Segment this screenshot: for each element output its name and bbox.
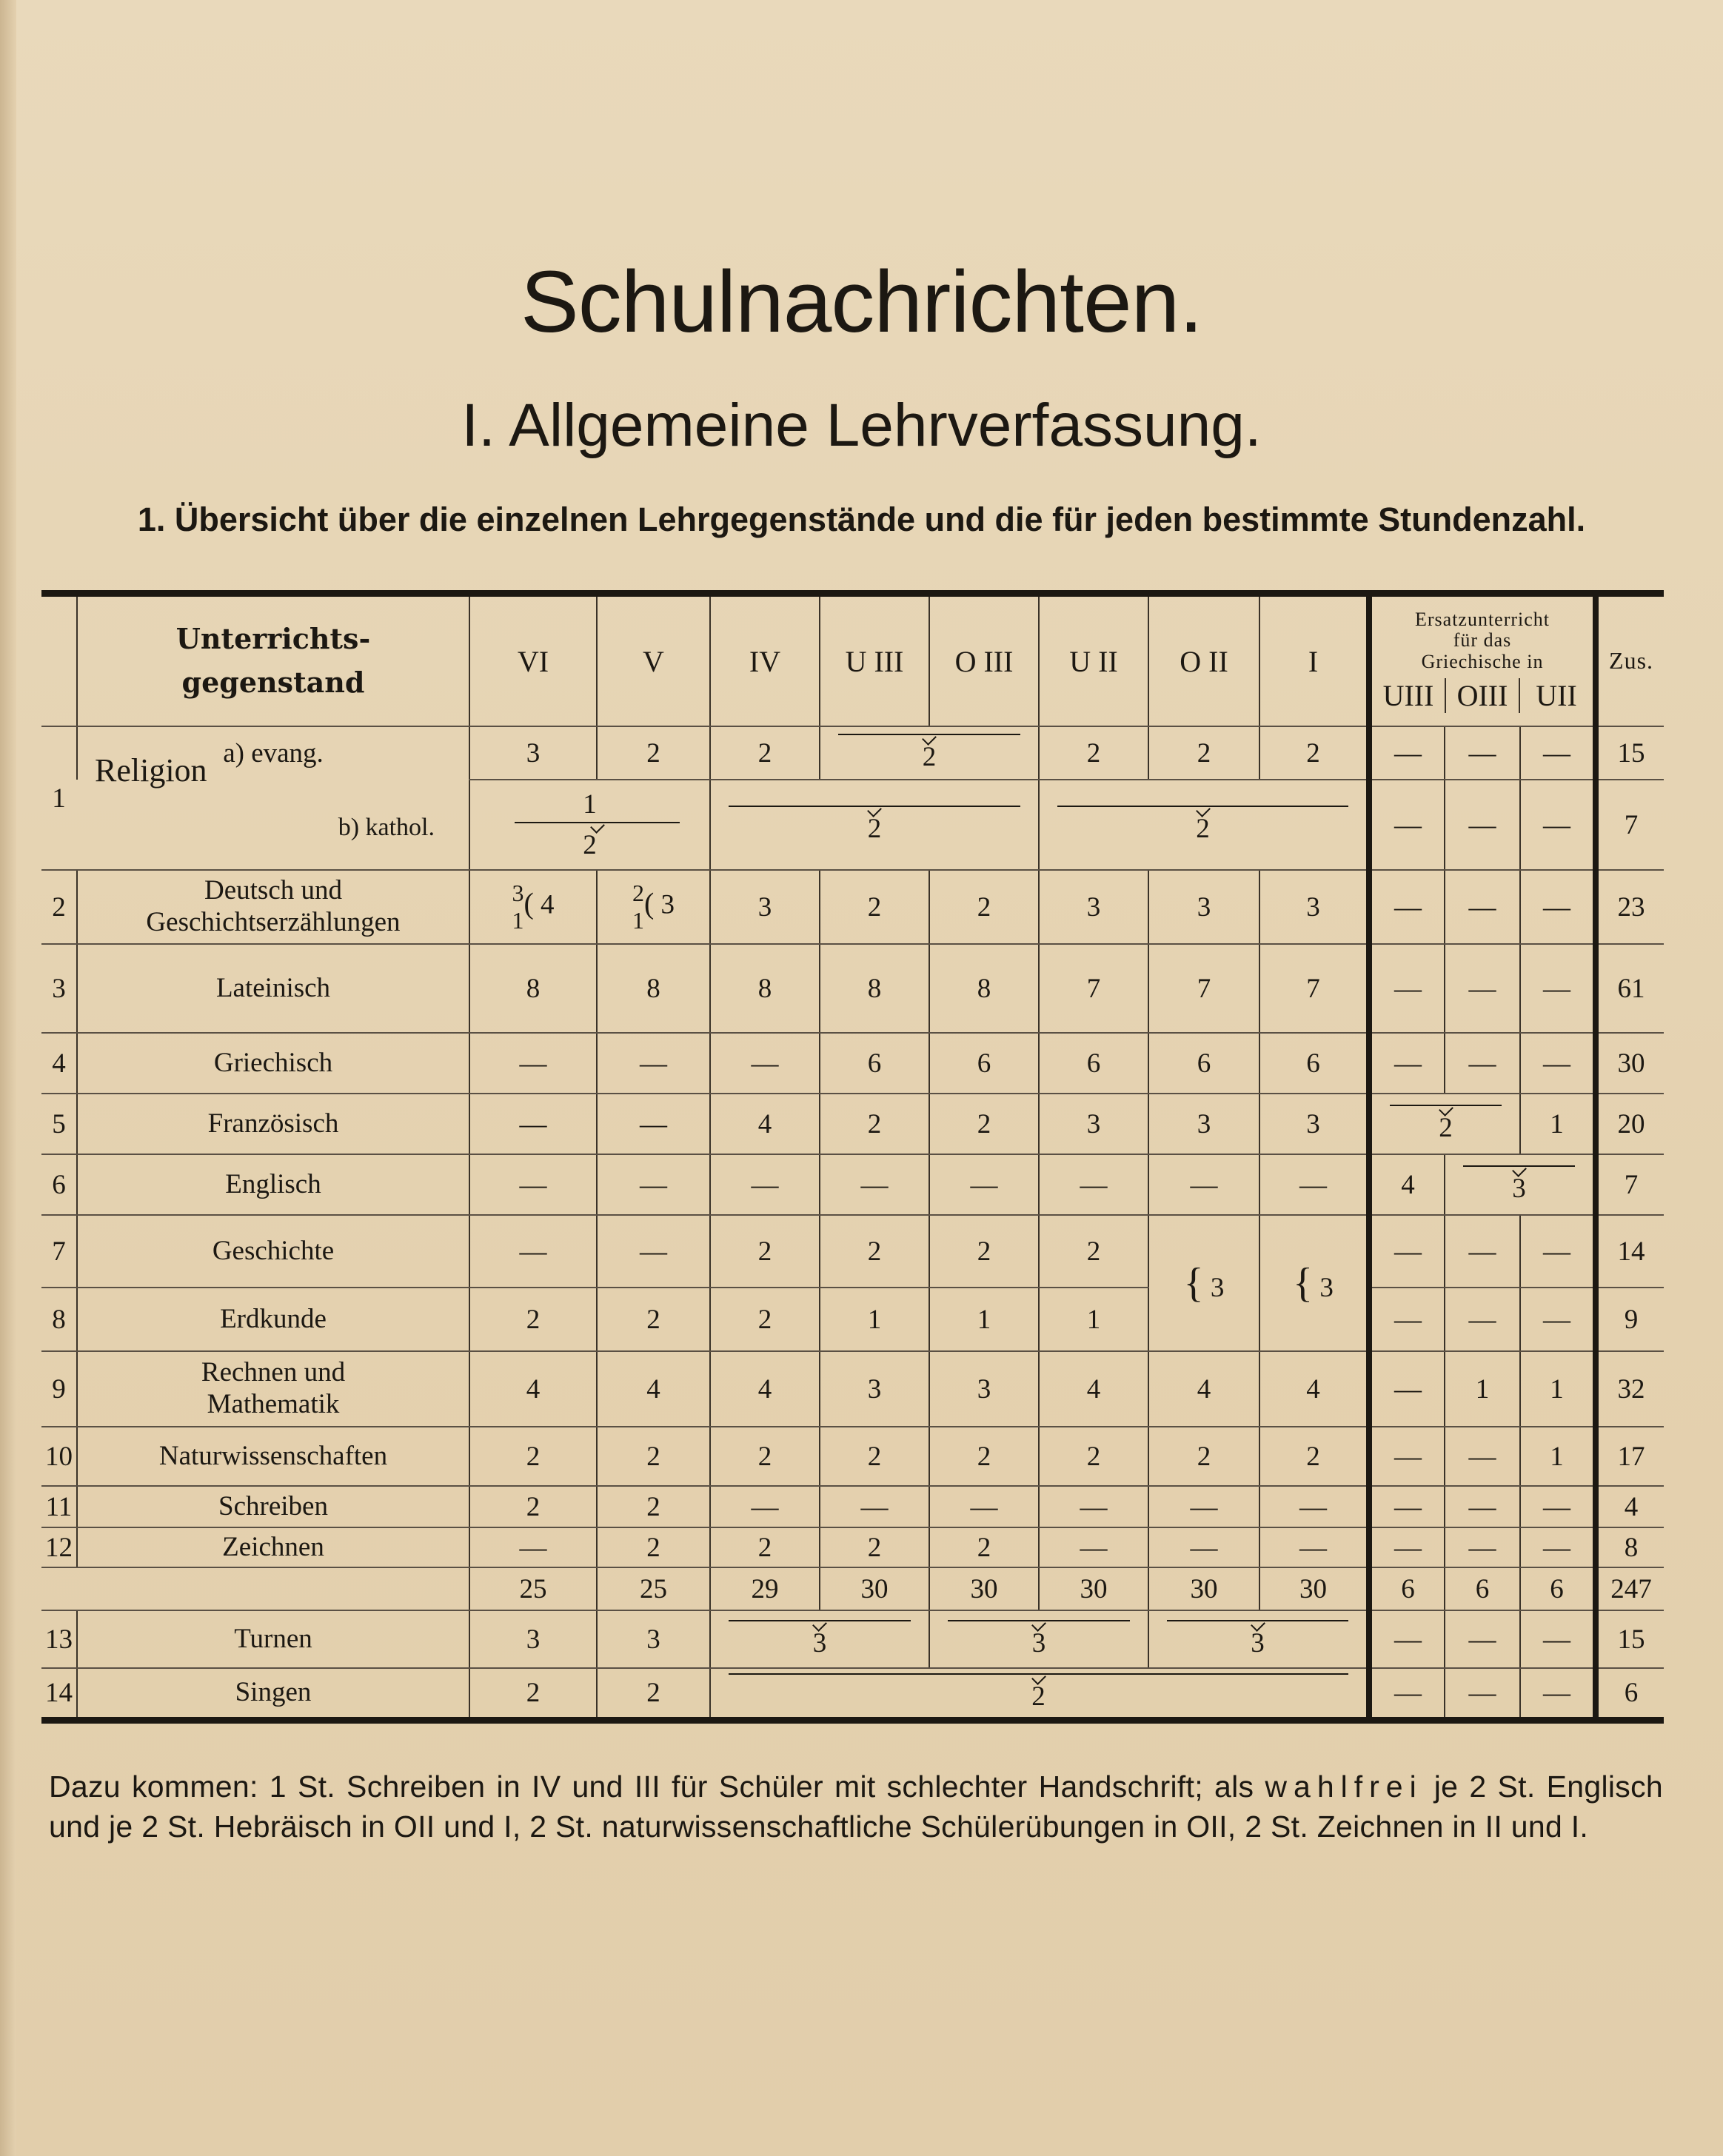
cell: 1 <box>1039 1288 1148 1351</box>
cell-sum: 25 <box>469 1567 597 1610</box>
cell: — <box>1369 780 1445 870</box>
header-ersatz-oiii: OIII <box>1445 678 1519 713</box>
cell: — <box>1520 1215 1596 1288</box>
cell: — <box>820 1154 929 1215</box>
cell-sum-total: 247 <box>1596 1567 1664 1610</box>
cell: 8 <box>469 944 597 1033</box>
cell-total: 6 <box>1596 1668 1664 1720</box>
cell: 3 <box>929 1351 1039 1427</box>
cell: 2 <box>469 1288 597 1351</box>
row-number: 8 <box>41 1288 77 1351</box>
header-class-uii: U II <box>1039 594 1148 727</box>
header-ersatz: Ersatzunterricht für das Griechische in UIII OIII UII <box>1369 594 1596 727</box>
cell: 3 <box>1259 1094 1369 1154</box>
cell: — <box>1520 1527 1596 1567</box>
cell-split: 3 1 ( 4 <box>469 870 597 944</box>
cell: 2 <box>929 870 1039 944</box>
cell-total: 8 <box>1596 1527 1664 1567</box>
brace-icon: { <box>1293 1260 1314 1306</box>
cell: 3 <box>710 870 820 944</box>
subject-naturwissenschaften: Naturwissenschaften <box>77 1427 469 1486</box>
cell: 2 <box>710 726 820 780</box>
cell-joint: 2 <box>1369 1094 1520 1154</box>
cell: — <box>820 1486 929 1527</box>
table-row <box>41 1351 1664 1427</box>
cell: — <box>710 1486 820 1527</box>
table-row <box>41 870 1664 944</box>
cell-sum: 30 <box>1259 1567 1369 1610</box>
cell: 2 <box>1039 1215 1148 1288</box>
cell: — <box>929 1486 1039 1527</box>
cell: 4 <box>1039 1351 1148 1427</box>
cell: — <box>710 1154 820 1215</box>
cell-total: 7 <box>1596 1154 1664 1215</box>
cell: 6 <box>1148 1033 1259 1094</box>
subject-turnen: Turnen <box>77 1610 469 1668</box>
cell: — <box>1369 1288 1445 1351</box>
sum-label <box>41 1567 469 1610</box>
cell: 4 <box>1369 1154 1445 1215</box>
cell: 2 <box>597 1427 710 1486</box>
cell-total: 17 <box>1596 1427 1664 1486</box>
cell: 6 <box>1039 1033 1148 1094</box>
cell: — <box>597 1094 710 1154</box>
cell: 2 <box>597 726 710 780</box>
cell: — <box>1148 1154 1259 1215</box>
cell: — <box>1039 1486 1148 1527</box>
header-subject: Unterrichts- gegenstand <box>77 594 469 727</box>
cell-total: 9 <box>1596 1288 1664 1351</box>
brace-icon <box>1463 1165 1575 1173</box>
cell-joint-oii: { 3 <box>1148 1215 1259 1351</box>
cell: 4 <box>597 1351 710 1427</box>
cell: — <box>1520 780 1596 870</box>
cell: — <box>1445 780 1520 870</box>
brace-icon <box>1167 1620 1348 1627</box>
row-number: 13 <box>41 1610 77 1668</box>
cell: — <box>1259 1154 1369 1215</box>
cell-joint: 2 <box>820 726 1039 780</box>
table-row <box>41 1527 1664 1567</box>
cell: — <box>1369 1486 1445 1527</box>
cell: — <box>1369 1033 1445 1094</box>
header-nr <box>41 594 77 727</box>
brace-icon <box>838 734 1020 741</box>
cell: 6 <box>820 1033 929 1094</box>
cell-joint: 3 <box>1445 1154 1596 1215</box>
cell-total: 7 <box>1596 780 1664 870</box>
cell: — <box>1445 1215 1520 1288</box>
cell: 2 <box>1039 726 1148 780</box>
table-row <box>41 1094 1664 1154</box>
header-row <box>41 594 1664 727</box>
row-number: 14 <box>41 1668 77 1720</box>
cell-joint: 2 <box>710 1668 1369 1720</box>
cell: — <box>710 1033 820 1094</box>
cell: 2 <box>597 1668 710 1720</box>
cell: — <box>1369 870 1445 944</box>
row-number: 7 <box>41 1215 77 1288</box>
header-ersatz-uii: UII <box>1519 678 1593 713</box>
table-row <box>41 1486 1664 1527</box>
cell: 3 <box>597 1610 710 1668</box>
cell: 6 <box>929 1033 1039 1094</box>
row-number: 6 <box>41 1154 77 1215</box>
cell: 4 <box>710 1351 820 1427</box>
page-title: Schulnachrichten. <box>520 253 1202 351</box>
cell: 2 <box>820 870 929 944</box>
lehrverfassung-table <box>41 590 1664 1724</box>
row-number: 1 <box>41 726 77 870</box>
cell: 3 <box>1039 1094 1148 1154</box>
header-total: Zus. <box>1596 594 1664 727</box>
brace-icon <box>729 806 1020 813</box>
table-row <box>41 1668 1664 1720</box>
cell-sum: 6 <box>1520 1567 1596 1610</box>
table-row <box>41 1154 1664 1215</box>
cell: — <box>1445 1486 1520 1527</box>
subject-singen: Singen <box>77 1668 469 1720</box>
cell: — <box>469 1527 597 1567</box>
cell: 8 <box>929 944 1039 1033</box>
cell-sum: 6 <box>1369 1567 1445 1610</box>
cell: 4 <box>1148 1351 1259 1427</box>
cell-total: 23 <box>1596 870 1664 944</box>
cell: — <box>469 1094 597 1154</box>
cell: — <box>1445 1427 1520 1486</box>
cell: — <box>597 1033 710 1094</box>
cell: 2 <box>929 1094 1039 1154</box>
cell: — <box>1520 944 1596 1033</box>
cell: — <box>597 1215 710 1288</box>
row-number: 11 <box>41 1486 77 1527</box>
brace-icon <box>729 1620 911 1627</box>
cell: — <box>1369 1610 1445 1668</box>
cell: 2 <box>1039 1427 1148 1486</box>
subject-lateinisch: Lateinisch <box>77 944 469 1033</box>
cell: — <box>1520 1033 1596 1094</box>
cell: — <box>1520 870 1596 944</box>
cell-split: 2 1 ( 3 <box>597 870 710 944</box>
cell: 2 <box>1148 1427 1259 1486</box>
sum-row <box>41 1567 1664 1610</box>
cell-total: 61 <box>1596 944 1664 1033</box>
cell: 4 <box>710 1094 820 1154</box>
cell: — <box>1445 1610 1520 1668</box>
cell: 2 <box>469 1486 597 1527</box>
cell: — <box>1148 1527 1259 1567</box>
cell: — <box>1259 1527 1369 1567</box>
cell: — <box>469 1215 597 1288</box>
cell: 1 <box>1520 1427 1596 1486</box>
subject-erdkunde: Erdkunde <box>77 1288 469 1351</box>
cell: — <box>1369 1351 1445 1427</box>
cell: 2 <box>469 1668 597 1720</box>
header-class-oiii: O III <box>929 594 1039 727</box>
cell: — <box>1445 944 1520 1033</box>
cell: 2 <box>469 1427 597 1486</box>
cell-total: 32 <box>1596 1351 1664 1427</box>
cell: — <box>1369 726 1445 780</box>
cell: 2 <box>1148 726 1259 780</box>
table-row <box>41 944 1664 1033</box>
subject-geschichte: Geschichte <box>77 1215 469 1288</box>
cell: 2 <box>929 1427 1039 1486</box>
row-number: 5 <box>41 1094 77 1154</box>
cell: — <box>1039 1154 1148 1215</box>
religion-sub-evang: a) evang. <box>77 726 469 780</box>
cell-sum: 30 <box>929 1567 1039 1610</box>
subject-religion: Religion <box>95 752 207 789</box>
cell: — <box>1445 1527 1520 1567</box>
cell: 1 <box>929 1288 1039 1351</box>
cell-total: 14 <box>1596 1215 1664 1288</box>
table-row <box>41 780 1664 870</box>
cell: 6 <box>1259 1033 1369 1094</box>
cell: 2 <box>1259 1427 1369 1486</box>
cell: 2 <box>820 1215 929 1288</box>
cell-total: 15 <box>1596 1610 1664 1668</box>
cell: — <box>1445 1288 1520 1351</box>
cell: 4 <box>469 1351 597 1427</box>
cell: 7 <box>1039 944 1148 1033</box>
header-class-vi: VI <box>469 594 597 727</box>
cell-joint: 2 <box>710 780 1039 870</box>
row-number: 4 <box>41 1033 77 1094</box>
cell: 2 <box>1259 726 1369 780</box>
cell: — <box>1445 870 1520 944</box>
cell-joint: 1 2 <box>469 780 710 870</box>
cell: 1 <box>1520 1351 1596 1427</box>
row-number: 2 <box>41 870 77 944</box>
brace-icon <box>729 1673 1348 1681</box>
cell: — <box>1520 1486 1596 1527</box>
cell-total: 4 <box>1596 1486 1664 1527</box>
cell: 2 <box>820 1094 929 1154</box>
cell-joint: 2 <box>1039 780 1369 870</box>
cell: 2 <box>597 1288 710 1351</box>
subject-franzoesisch: Französisch <box>77 1094 469 1154</box>
footnote: Dazu kommen: 1 St. Schreiben in IV und III für Schüler mit schlechter Handschrift; als wahlfrei je 2 St. Englisch und je 2 St. Hebräisch in OII und I, 2 St. naturwissenschaftliche Schülerübungen in OII, 2 St. Zeichnen in II und I. <box>49 1770 1664 1844</box>
cell: 1 <box>820 1288 929 1351</box>
row-number: 3 <box>41 944 77 1033</box>
cell: — <box>469 1033 597 1094</box>
cell-sum: 30 <box>1039 1567 1148 1610</box>
cell: — <box>1445 1668 1520 1720</box>
cell: — <box>597 1154 710 1215</box>
cell-joint: 3 <box>1148 1610 1369 1668</box>
section-title: 1. Übersicht über die einzelnen Lehrgegenstände und die für jeden bestimmte Stundenzahl. <box>137 500 1586 538</box>
cell: 2 <box>710 1427 820 1486</box>
table-row <box>41 1427 1664 1486</box>
cell: 1 <box>1520 1094 1596 1154</box>
brace-icon: { <box>1183 1260 1204 1306</box>
row-number: 10 <box>41 1427 77 1486</box>
brace-icon <box>515 822 680 829</box>
cell: 1 <box>1445 1351 1520 1427</box>
cell: — <box>1445 726 1520 780</box>
table-row <box>41 1033 1664 1094</box>
subject-griechisch: Griechisch <box>77 1033 469 1094</box>
subject-schreiben: Schreiben <box>77 1486 469 1527</box>
cell: — <box>1369 1527 1445 1567</box>
cell: — <box>1039 1527 1148 1567</box>
cell: 3 <box>820 1351 929 1427</box>
brace-icon <box>1057 806 1348 813</box>
table-row <box>41 1215 1664 1288</box>
cell: 3 <box>1148 870 1259 944</box>
cell-joint: 3 <box>929 1610 1148 1668</box>
cell-sum: 29 <box>710 1567 820 1610</box>
header-class-v: V <box>597 594 710 727</box>
subject-zeichnen: Zeichnen <box>77 1527 469 1567</box>
cell: — <box>1259 1486 1369 1527</box>
cell: 7 <box>1259 944 1369 1033</box>
cell: 2 <box>710 1527 820 1567</box>
subject-englisch: Englisch <box>77 1154 469 1215</box>
cell: — <box>1148 1486 1259 1527</box>
cell: 8 <box>710 944 820 1033</box>
cell: — <box>1369 944 1445 1033</box>
cell: 4 <box>1259 1351 1369 1427</box>
row-number: 12 <box>41 1527 77 1567</box>
header-ersatz-uiii: UIII <box>1382 679 1434 713</box>
cell: 8 <box>820 944 929 1033</box>
cell: — <box>1445 1033 1520 1094</box>
table-row <box>41 1610 1664 1668</box>
cell: 2 <box>710 1215 820 1288</box>
footnote-wahlfrei: wahlfrei <box>1265 1770 1423 1804</box>
cell-joint-i: { 3 <box>1259 1215 1369 1351</box>
cell: 3 <box>469 726 597 780</box>
page-subtitle: I. Allgemeine Lehrverfassung. <box>461 392 1262 459</box>
cell: — <box>469 1154 597 1215</box>
cell: 3 <box>1148 1094 1259 1154</box>
header-class-uiii: U III <box>820 594 929 727</box>
cell: 2 <box>929 1215 1039 1288</box>
subject-rechnen: Rechnen und Mathematik <box>77 1351 469 1427</box>
subject-deutsch: Deutsch und Geschichtserzählungen <box>77 870 469 944</box>
cell: — <box>1520 1668 1596 1720</box>
header-class-oii: O II <box>1148 594 1259 727</box>
cell: — <box>1520 1288 1596 1351</box>
cell: — <box>1520 726 1596 780</box>
cell-sum: 25 <box>597 1567 710 1610</box>
cell: — <box>929 1154 1039 1215</box>
cell-sum: 30 <box>820 1567 929 1610</box>
cell: — <box>1369 1427 1445 1486</box>
table-row <box>41 726 1664 780</box>
cell-total: 20 <box>1596 1094 1664 1154</box>
cell-joint: 3 <box>710 1610 929 1668</box>
cell: 2 <box>929 1527 1039 1567</box>
cell: 2 <box>820 1427 929 1486</box>
cell: 2 <box>820 1527 929 1567</box>
cell: 8 <box>597 944 710 1033</box>
cell: 3 <box>469 1610 597 1668</box>
religion-sub-kathol: b) kathol. <box>338 814 435 841</box>
cell: 3 <box>1039 870 1148 944</box>
cell-total: 30 <box>1596 1033 1664 1094</box>
cell-sum: 6 <box>1445 1567 1520 1610</box>
cell: 2 <box>597 1486 710 1527</box>
cell-total: 15 <box>1596 726 1664 780</box>
brace-icon <box>1390 1105 1502 1112</box>
header-class-iv: IV <box>710 594 820 727</box>
cell: 7 <box>1148 944 1259 1033</box>
cell: — <box>1369 1215 1445 1288</box>
table-row <box>41 1288 1664 1351</box>
cell: 3 <box>1259 870 1369 944</box>
brace-icon <box>948 1620 1130 1627</box>
cell: 2 <box>597 1527 710 1567</box>
header-class-i: I <box>1259 594 1369 727</box>
cell: — <box>1520 1610 1596 1668</box>
cell: — <box>1369 1668 1445 1720</box>
cell: 2 <box>710 1288 820 1351</box>
cell-sum: 30 <box>1148 1567 1259 1610</box>
row-number: 9 <box>41 1351 77 1427</box>
